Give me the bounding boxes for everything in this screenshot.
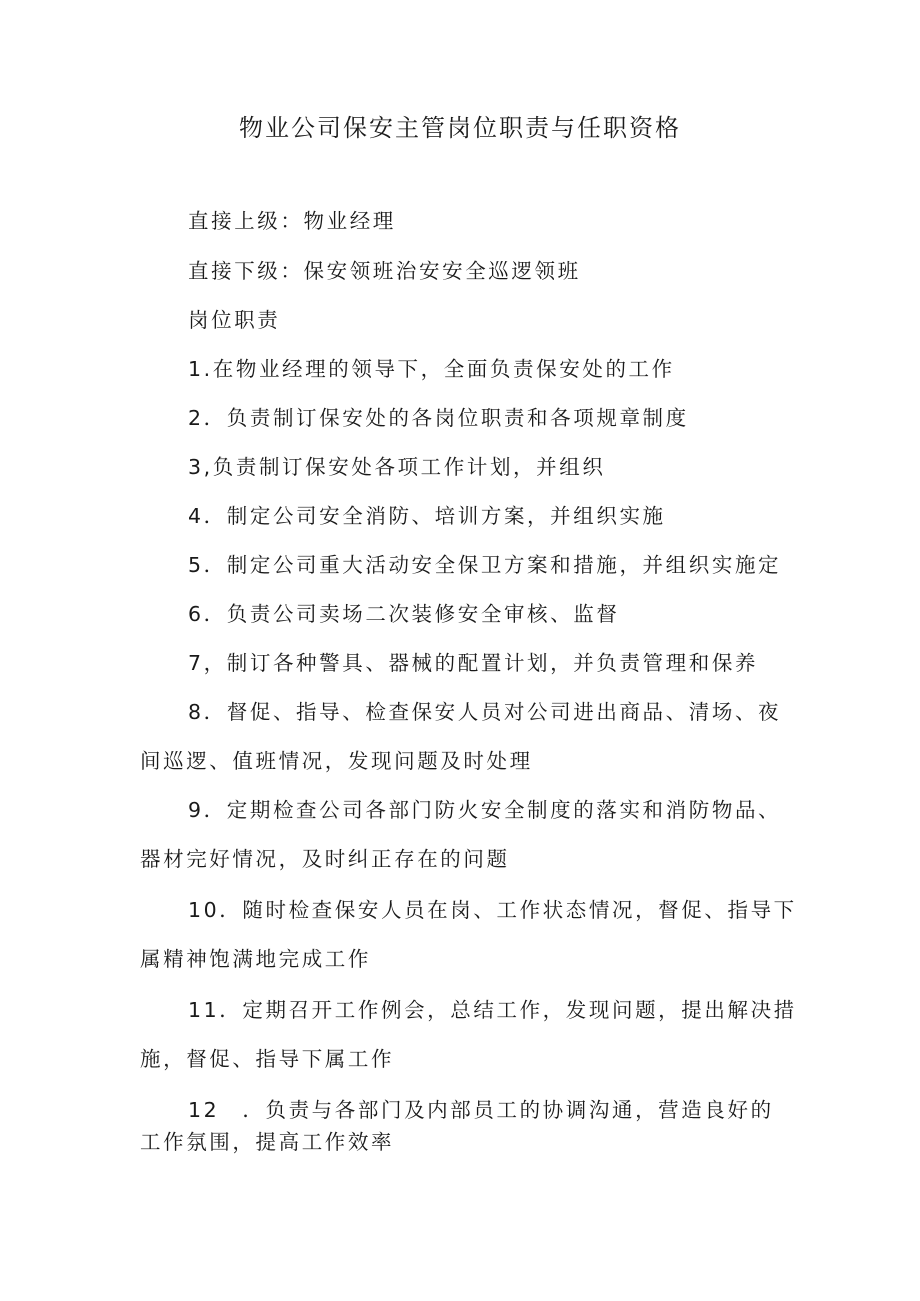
duty-item-9-line-1: 9．定期检查公司各部门防火安全制度的落实和消防物品、	[188, 798, 782, 822]
duty-item-6: 6．负责公司卖场二次装修安全审核、监督	[188, 602, 620, 626]
duty-item-8-line-2: 间巡逻、值班情况，发现问题及时处理	[140, 749, 533, 773]
duty-item-2: 2．负责制订保安处的各岗位职责和各项规章制度	[188, 406, 689, 430]
direct-superior: 直接上级：物业经理	[188, 209, 396, 233]
duty-item-3: 3,负责制订保安处各项工作计划，并组织	[188, 455, 606, 479]
duty-item-12-line-1: 12 ．负责与各部门及内部员工的协调沟通，营造良好的	[188, 1098, 774, 1122]
duty-item-1: 1.在物业经理的领导下，全面负责保安处的工作	[188, 357, 675, 381]
duty-item-9-line-2: 器材完好情况，及时纠正存在的问题	[140, 847, 510, 871]
direct-subordinate: 直接下级：保安领班治安安全巡逻领班	[188, 259, 581, 283]
duty-item-5: 5．制定公司重大活动安全保卫方案和措施，并组织实施定	[188, 553, 782, 577]
duty-item-8-line-1: 8．督促、指导、检查保安人员对公司进出商品、清场、夜	[188, 700, 782, 724]
duty-item-10-line-1: 10．随时检查保安人员在岗、工作状态情况，督促、指导下	[188, 898, 797, 922]
duty-item-12-line-2: 工作氛围，提高工作效率	[140, 1130, 395, 1154]
duty-item-7: 7，制订各种警具、器械的配置计划，并负责管理和保养	[188, 651, 759, 675]
duty-item-11-line-1: 11．定期召开工作例会，总结工作，发现问题，提出解决措	[188, 998, 797, 1022]
section-heading: 岗位职责	[188, 308, 281, 332]
duty-item-10-line-2: 属精神饱满地完成工作	[140, 947, 371, 971]
document-title: 物业公司保安主管岗位职责与任职资格	[239, 114, 681, 142]
duty-item-4: 4．制定公司安全消防、培训方案，并组织实施	[188, 504, 666, 528]
duty-item-11-line-2: 施，督促、指导下属工作	[140, 1047, 395, 1071]
